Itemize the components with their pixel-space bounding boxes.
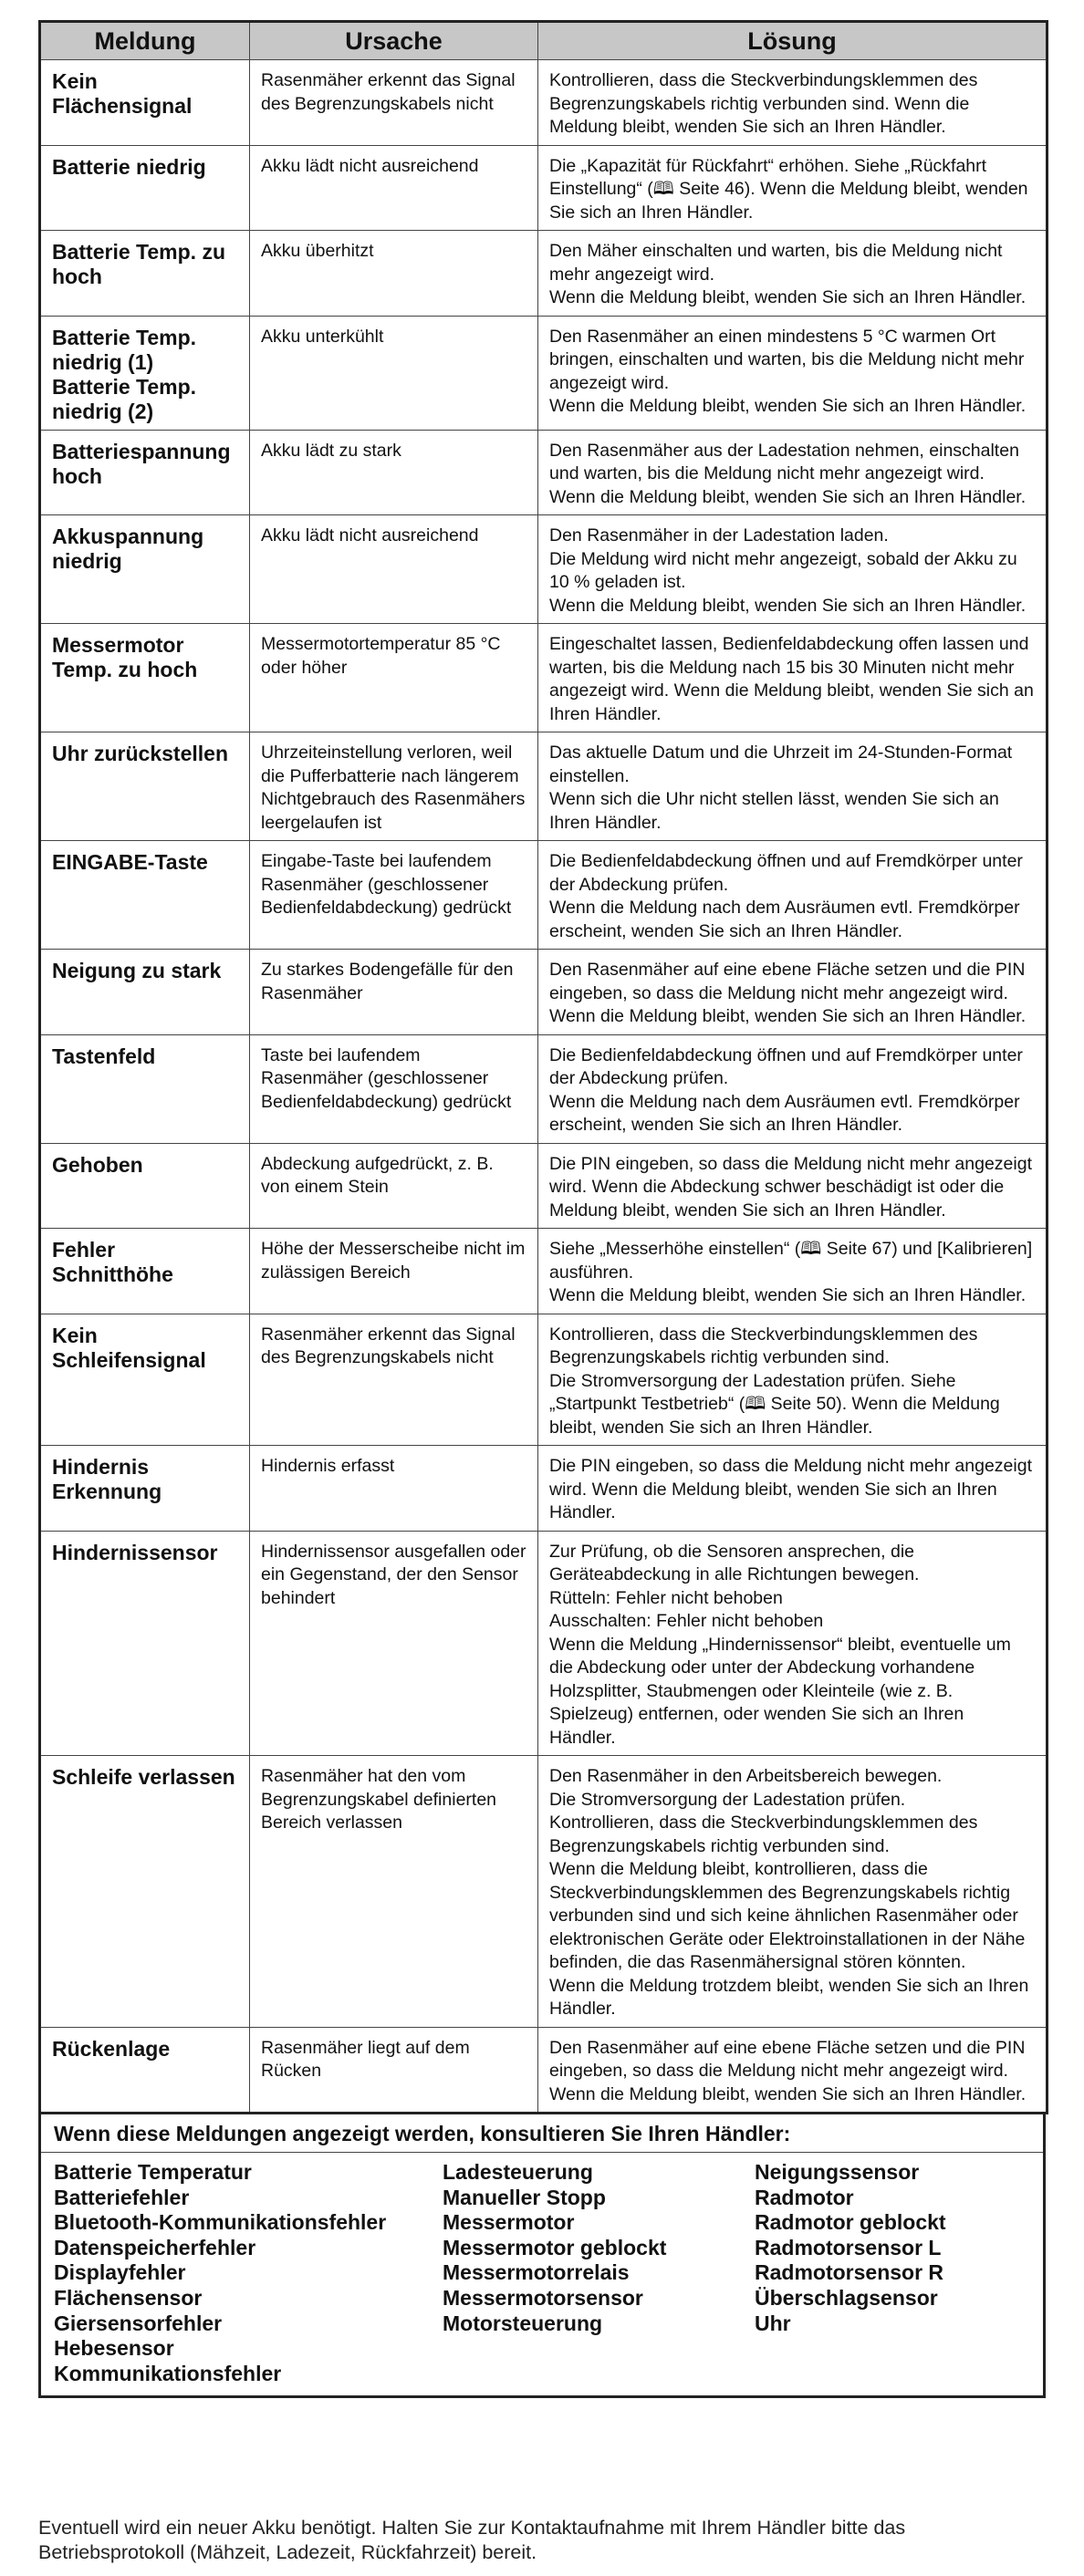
meldung-text: Erkennung — [52, 1480, 162, 1503]
meldung-text: Flächensignal — [52, 94, 193, 118]
table-row — [40, 1143, 1048, 1229]
ursache-cell: Eingabe-Taste bei laufendem Rasenmäher (geschlossener Bedienfeldabdeckung) gedrückt — [250, 841, 538, 950]
loesung-cell — [538, 1229, 1048, 1314]
table-row — [40, 732, 1048, 841]
loesung-text: Das aktuelle Datum und die Uhrzeit im 24-Stunden-Format einstellen. — [549, 743, 1013, 786]
loesung-text: Wenn die Meldung nach dem Ausräumen evtl. Fremdkörper erscheint, wenden Sie sich an Ihren Händler. — [549, 898, 1020, 941]
loesung-text: Den Rasenmäher aus der Ladestation nehmen, einschalten und warten, bis die Meldung nicht mehr angezeigt wird. — [549, 440, 1019, 483]
dealer-item: Displayfehler — [54, 2260, 186, 2285]
loesung-text: Zur Prüfung, ob die Sensoren ansprechen, die Geräteabdeckung in alle Richtungen bewegen. — [549, 1541, 920, 1584]
meldung-text: Gehoben — [52, 1152, 143, 1177]
dealer-item: Hebesensor — [54, 2336, 174, 2361]
meldung-text: Rückenlage — [52, 2036, 171, 2061]
meldung-text: Messermotor — [52, 633, 184, 657]
loesung-cell — [538, 430, 1048, 515]
table-row — [40, 1034, 1048, 1143]
table-row — [40, 2027, 1048, 2114]
table-row — [40, 1446, 1048, 1532]
dealer-item: Manueller Stopp — [443, 2185, 606, 2209]
meldung-text: Schnitthöhe — [52, 1262, 173, 1286]
meldung-cell — [40, 1314, 250, 1446]
loesung-text: Wenn die Meldung bleibt, wenden Sie sich an Ihren Händler. — [549, 595, 1027, 616]
loesung-cell — [538, 231, 1048, 317]
loesung-text: Den Mäher einschalten und warten, bis die Meldung nicht mehr angezeigt wird. — [549, 241, 1003, 285]
loesung-text: Wenn die Meldung bleibt, kontrollieren, dass die Steckverbindungsklemmen des Begrenzungskabels richtig verbunden sind und sich keine ähnlichen Rasenmäher oder elektronischen Geräte oder Elektroinstallationen in der Nähe befinden, die das Rasenmähersignal stören könnten. — [549, 1859, 1026, 1972]
meldung-cell — [40, 1756, 250, 2028]
ursache-cell: Akku überhitzt — [250, 231, 538, 317]
dealer-item: Kommunikationsfehler — [54, 2361, 282, 2385]
loesung-cell — [538, 732, 1048, 841]
dealer-item: Messermotor — [443, 2210, 575, 2235]
meldung-text: niedrig (1) — [52, 349, 154, 374]
loesung-cell — [538, 1143, 1048, 1229]
meldung-cell — [40, 1143, 250, 1229]
dealer-item: Neigungssensor — [755, 2160, 920, 2184]
loesung-cell — [538, 1314, 1048, 1446]
meldung-text: Tastenfeld — [52, 1044, 156, 1068]
table-row — [40, 231, 1048, 317]
loesung-cell — [538, 1034, 1048, 1143]
dealer-item: Flächensensor — [54, 2285, 203, 2310]
loesung-text: Wenn sich die Uhr nicht stellen lässt, wenden Sie sich an Ihren Händler. — [549, 789, 999, 833]
ursache-cell: Akku lädt zu stark — [250, 430, 538, 515]
loesung-text: Den Rasenmäher an einen mindestens 5 °C warmen Ort bringen, einschalten und warten, bis die Meldung nicht mehr angezeigt wird. — [549, 326, 1025, 393]
meldung-cell — [40, 145, 250, 231]
loesung-text: Ausschalten: Fehler nicht behoben — [549, 1611, 824, 1631]
loesung-cell — [538, 515, 1048, 624]
message-table — [38, 20, 1048, 2114]
dealer-columns — [41, 2153, 1043, 2395]
loesung-text: Kontrollieren, dass die Steckverbindungsklemmen des Begrenzungskabels richtig verbunden sind. — [549, 1813, 978, 1856]
dealer-item: Ladesteuerung — [443, 2160, 593, 2184]
dealer-item: Überschlagsensor — [755, 2285, 938, 2310]
ursache-cell: Rasenmäher erkennt das Signal des Begrenzungskabels nicht — [250, 1314, 538, 1446]
loesung-text: Die „Kapazität für Rückfahrt“ erhöhen. Siehe „Rückfahrt Einstellung“ (🕮 Seite 46). Wenn die Meldung bleibt, wenden Sie sich an Ihren Händler. — [549, 155, 1028, 223]
meldung-text: Batterie Temp. zu — [52, 240, 225, 264]
table-row — [40, 841, 1048, 950]
dealer-item: Radmotorsensor L — [755, 2235, 942, 2259]
page — [38, 20, 1046, 2398]
loesung-text: Die PIN eingeben, so dass die Meldung nicht mehr angezeigt wird. Wenn die Abdeckung schwer beschädigt ist oder die Meldung bleibt, wenden Sie sich an Ihren Händler. — [549, 1153, 1032, 1220]
dealer-item: Giersensorfehler — [54, 2311, 223, 2335]
loesung-text: Rütteln: Fehler nicht behoben — [549, 1587, 783, 1608]
dealer-title: Wenn diese Meldungen angezeigt werden, konsultieren Sie Ihren Händler: — [41, 2114, 1043, 2153]
ursache-cell: Messermotortemperatur 85 °C oder höher — [250, 624, 538, 732]
meldung-text: niedrig (2) — [52, 399, 154, 423]
meldung-cell — [40, 430, 250, 515]
ursache-cell: Höhe der Messerscheibe nicht im zulässigen Bereich — [250, 1229, 538, 1314]
meldung-text: Batterie niedrig — [52, 154, 206, 179]
ursache-cell: Hindernis erfasst — [250, 1446, 538, 1532]
table-body — [40, 60, 1048, 2114]
dealer-column-2 — [443, 2160, 755, 2386]
table-row — [40, 145, 1048, 231]
loesung-text: Den Rasenmäher in der Ladestation laden. — [549, 525, 889, 545]
loesung-cell — [538, 60, 1048, 146]
loesung-text: Wenn die Meldung trotzdem bleibt, wenden Sie sich an Ihren Händler. — [549, 1975, 1029, 2019]
meldung-cell — [40, 1229, 250, 1314]
table-header-row — [40, 22, 1048, 60]
loesung-cell — [538, 1446, 1048, 1532]
meldung-cell — [40, 2027, 250, 2114]
meldung-cell — [40, 1531, 250, 1756]
loesung-text: Wenn die Meldung nach dem Ausräumen evtl. Fremdkörper erscheint, wenden Sie sich an Ihren Händler. — [549, 1091, 1020, 1135]
ursache-cell: Akku unterkühlt — [250, 316, 538, 430]
table-row — [40, 316, 1048, 430]
meldung-text: Hindernissensor — [52, 1540, 218, 1564]
meldung-cell — [40, 231, 250, 317]
ursache-cell: Rasenmäher erkennt das Signal des Begrenzungskabels nicht — [250, 60, 538, 146]
meldung-text: EINGABE-Taste — [52, 850, 208, 874]
loesung-text: Den Rasenmäher auf eine ebene Fläche setzen und die PIN eingeben, so dass die Meldung nicht mehr angezeigt wird. Wenn die Meldung bleibt, wenden Sie sich an Ihren Händler. — [549, 960, 1027, 1026]
meldung-text: Akkuspannung — [52, 525, 204, 548]
loesung-text: Wenn die Meldung bleibt, wenden Sie sich an Ihren Händler. — [549, 1285, 1027, 1305]
dealer-item: Motorsteuerung — [443, 2311, 603, 2335]
table-row — [40, 515, 1048, 624]
meldung-text: Temp. zu hoch — [52, 658, 198, 681]
meldung-cell — [40, 515, 250, 624]
meldung-cell — [40, 1034, 250, 1143]
meldung-cell — [40, 950, 250, 1035]
meldung-text: Batterie Temp. — [52, 374, 197, 399]
loesung-text: Die PIN eingeben, so dass die Meldung nicht mehr angezeigt wird. Wenn die Meldung bleibt, wenden Sie sich an Ihren Händler. — [549, 1456, 1032, 1522]
loesung-text: Eingeschaltet lassen, Bedienfeldabdeckung offen lassen und warten, bis die Meldung nach 15 bis 30 Minuten nicht mehr angezeigt wird. Wenn die Meldung bleibt, wenden Sie sich an Ihren Händler. — [549, 634, 1034, 724]
loesung-text: Wenn die Meldung bleibt, wenden Sie sich an Ihren Händler. — [549, 287, 1027, 307]
meldung-text: Batterie Temp. — [52, 325, 197, 349]
dealer-item: Radmotor — [755, 2185, 854, 2209]
meldung-text: Schleife verlassen — [52, 1765, 235, 1789]
loesung-cell — [538, 1531, 1048, 1756]
table-row — [40, 60, 1048, 146]
dealer-item: Datenspeicherfehler — [54, 2235, 256, 2259]
table-row — [40, 1229, 1048, 1314]
loesung-cell — [538, 950, 1048, 1035]
dealer-item: Batterie Temperatur — [54, 2160, 252, 2184]
table-row — [40, 950, 1048, 1035]
loesung-cell — [538, 2027, 1048, 2114]
header-loesung: Lösung — [538, 22, 1048, 60]
dealer-column-1 — [54, 2160, 443, 2386]
loesung-text: Die Bedienfeldabdeckung öffnen und auf Fremdkörper unter der Abdeckung prüfen. — [549, 1044, 1023, 1088]
meldung-cell — [40, 1446, 250, 1532]
dealer-column-3 — [755, 2160, 1028, 2386]
meldung-text: niedrig — [52, 549, 122, 573]
loesung-text: Kontrollieren, dass die Steckverbindungsklemmen des Begrenzungskabels richtig verbunden sind. — [549, 1324, 978, 1367]
meldung-text: Hindernis — [52, 1455, 150, 1479]
ursache-cell: Akku lädt nicht ausreichend — [250, 515, 538, 624]
loesung-text: Kontrollieren, dass die Steckverbindungsklemmen des Begrenzungskabels richtig verbunden sind. Wenn die Meldung bleibt, wenden Sie sich an Ihren Händler. — [549, 70, 978, 137]
dealer-item: Messermotorsensor — [443, 2285, 643, 2310]
meldung-cell — [40, 732, 250, 841]
table-row — [40, 1756, 1048, 2028]
dealer-item: Messermotor geblockt — [443, 2235, 667, 2259]
loesung-cell — [538, 145, 1048, 231]
meldung-text: hoch — [52, 265, 102, 288]
loesung-cell — [538, 624, 1048, 732]
table-row — [40, 624, 1048, 732]
header-meldung: Meldung — [40, 22, 250, 60]
ursache-cell: Taste bei laufendem Rasenmäher (geschlossener Bedienfeldabdeckung) gedrückt — [250, 1034, 538, 1143]
dealer-item: Batteriefehler — [54, 2185, 190, 2209]
ursache-cell: Akku lädt nicht ausreichend — [250, 145, 538, 231]
ursache-cell: Abdeckung aufgedrückt, z. B. von einem Stein — [250, 1143, 538, 1229]
ursache-cell: Uhrzeiteinstellung verloren, weil die Pufferbatterie nach längerem Nichtgebrauch des Rasenmähers leergelaufen ist — [250, 732, 538, 841]
dealer-item: Messermotorrelais — [443, 2260, 630, 2285]
meldung-cell — [40, 841, 250, 950]
ursache-cell: Hindernissensor ausgefallen oder ein Gegenstand, der den Sensor behindert — [250, 1531, 538, 1756]
meldung-cell — [40, 316, 250, 430]
battery-note: Eventuell wird ein neuer Akku benötigt. Halten Sie zur Kontaktaufnahme mit Ihrem Händler bitte das Betriebsprotokoll (Mähzeit, Ladezeit, Rückfahrzeit) bereit. — [38, 2517, 906, 2563]
table-row — [40, 1314, 1048, 1446]
loesung-text: Die Bedienfeldabdeckung öffnen und auf Fremdkörper unter der Abdeckung prüfen. — [549, 851, 1023, 895]
meldung-cell — [40, 624, 250, 732]
meldung-text: Neigung zu stark — [52, 959, 222, 982]
dealer-item: Radmotor geblockt — [755, 2210, 946, 2235]
meldung-text: Kein — [52, 1323, 98, 1347]
dealer-item: Bluetooth-Kommunikationsfehler — [54, 2210, 387, 2235]
loesung-cell — [538, 841, 1048, 950]
dealer-section — [38, 2114, 1046, 2398]
dealer-item: Radmotorsensor R — [755, 2260, 944, 2285]
loesung-text: Siehe „Messerhöhe einstellen“ (🕮 Seite 67) und [Kalibrieren] ausführen. — [549, 1239, 1033, 1283]
loesung-text: Wenn die Meldung bleibt, wenden Sie sich an Ihren Händler. — [549, 486, 1027, 507]
ursache-cell: Rasenmäher hat den vom Begrenzungskabel definierten Bereich verlassen — [250, 1756, 538, 2028]
loesung-text: Den Rasenmäher in den Arbeitsbereich bewegen. — [549, 1766, 943, 1786]
loesung-text: Die Stromversorgung der Ladestation prüfen. — [549, 1789, 906, 1810]
loesung-text: Die Meldung wird nicht mehr angezeigt, sobald der Akku zu 10 % geladen ist. — [549, 548, 1017, 592]
header-ursache: Ursache — [250, 22, 538, 60]
loesung-cell — [538, 316, 1048, 430]
loesung-text: Die Stromversorgung der Ladestation prüfen. Siehe „Startpunkt Testbetrieb“ (🕮 Seite 50). Wenn die Meldung bleibt, wenden Sie sich an Ihren Händler. — [549, 1370, 1000, 1438]
meldung-text: Uhr zurückstellen — [52, 742, 228, 765]
loesung-text: Wenn die Meldung „Hindernissensor“ bleibt, eventuelle um die Abdeckung oder unter der Abdeckung vorhandene Holzsplitter, Staubmengen oder Kleinteile (wie z. B. Spielzeug) entfernen, oder wenden Sie sich an Ihren Händler. — [549, 1634, 1011, 1748]
table-row — [40, 1531, 1048, 1756]
loesung-cell — [538, 1756, 1048, 2028]
ursache-cell: Zu starkes Bodengefälle für den Rasenmäher — [250, 950, 538, 1035]
ursache-cell: Rasenmäher liegt auf dem Rücken — [250, 2027, 538, 2114]
loesung-text: Wenn die Meldung bleibt, wenden Sie sich an Ihren Händler. — [549, 396, 1027, 416]
meldung-text: hoch — [52, 463, 102, 488]
meldung-text: Kein — [52, 69, 98, 93]
table-row — [40, 430, 1048, 515]
dealer-item: Uhr — [755, 2311, 791, 2335]
meldung-text: Schleifensignal — [52, 1347, 206, 1372]
meldung-text: Batteriespannung — [52, 439, 231, 463]
loesung-text: Den Rasenmäher auf eine ebene Fläche setzen und die PIN eingeben, so dass die Meldung nicht mehr angezeigt wird. Wenn die Meldung bleibt, wenden Sie sich an Ihren Händler. — [549, 2037, 1027, 2104]
meldung-text: Fehler — [52, 1238, 116, 1262]
meldung-cell — [40, 60, 250, 146]
